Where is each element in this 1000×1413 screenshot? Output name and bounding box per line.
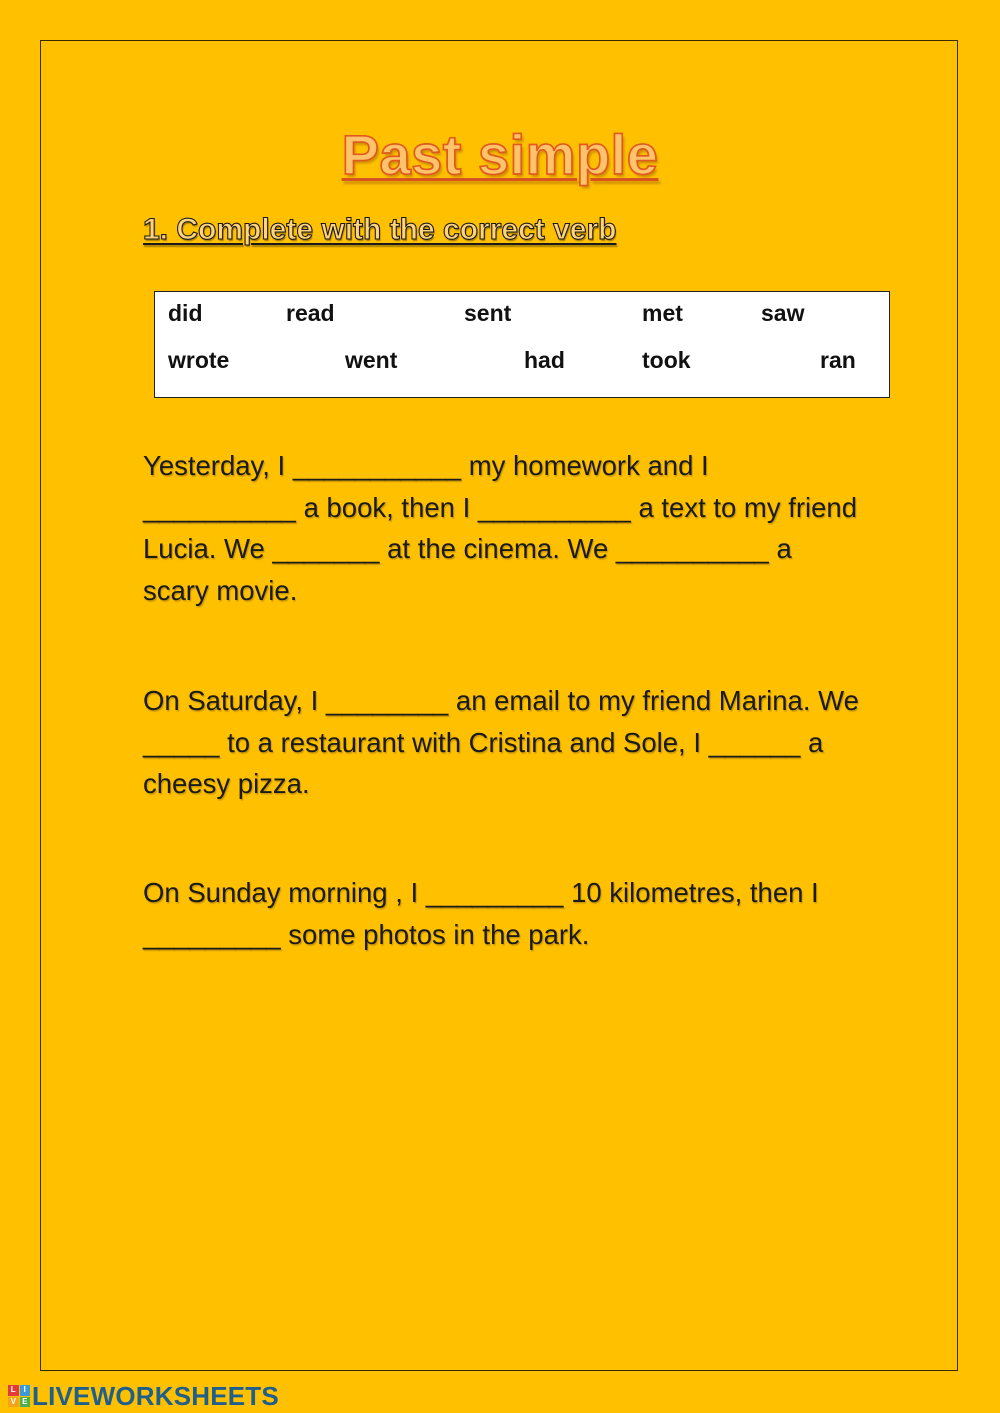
word-bank-item[interactable]: did [168,300,203,326]
exercise-paragraph-yesterday: Yesterday, I ___________ my homework and I __________ a book, then I __________ a text to my friend Lucia. We _______ at the cinema. We __________ a scary movie. [143,450,858,606]
word-bank-item[interactable]: met [642,300,683,326]
worksheet-title: Past simple [341,123,659,186]
exercise-instruction: 1. Complete with the correct verb [143,213,617,246]
word-bank-item[interactable]: took [642,347,691,373]
exercise-paragraph-sunday: On Sunday morning , I _________ 10 kilometres, then I _________ some photos in the park. [143,877,819,950]
word-bank-item[interactable]: read [286,300,335,326]
word-bank-item[interactable]: saw [761,300,805,326]
word-bank-item[interactable]: ran [820,347,856,373]
word-bank-box [154,291,890,398]
word-bank-item[interactable]: went [345,347,398,373]
exercise-paragraph-saturday: On Saturday, I ________ an email to my friend Marina. We _____ to a restaurant with Cristina and Sole, I ______ a cheesy pizza. [143,685,859,799]
word-bank-item[interactable]: had [524,347,565,373]
liveworksheets-footer [8,1380,279,1411]
liveworksheets-brand[interactable]: LIVEWORKSHEETS [32,1380,279,1411]
word-bank-item[interactable]: wrote [168,347,230,373]
word-bank-item[interactable]: sent [464,300,512,326]
liveworksheets-logo-icon: L I V E [8,1385,30,1407]
